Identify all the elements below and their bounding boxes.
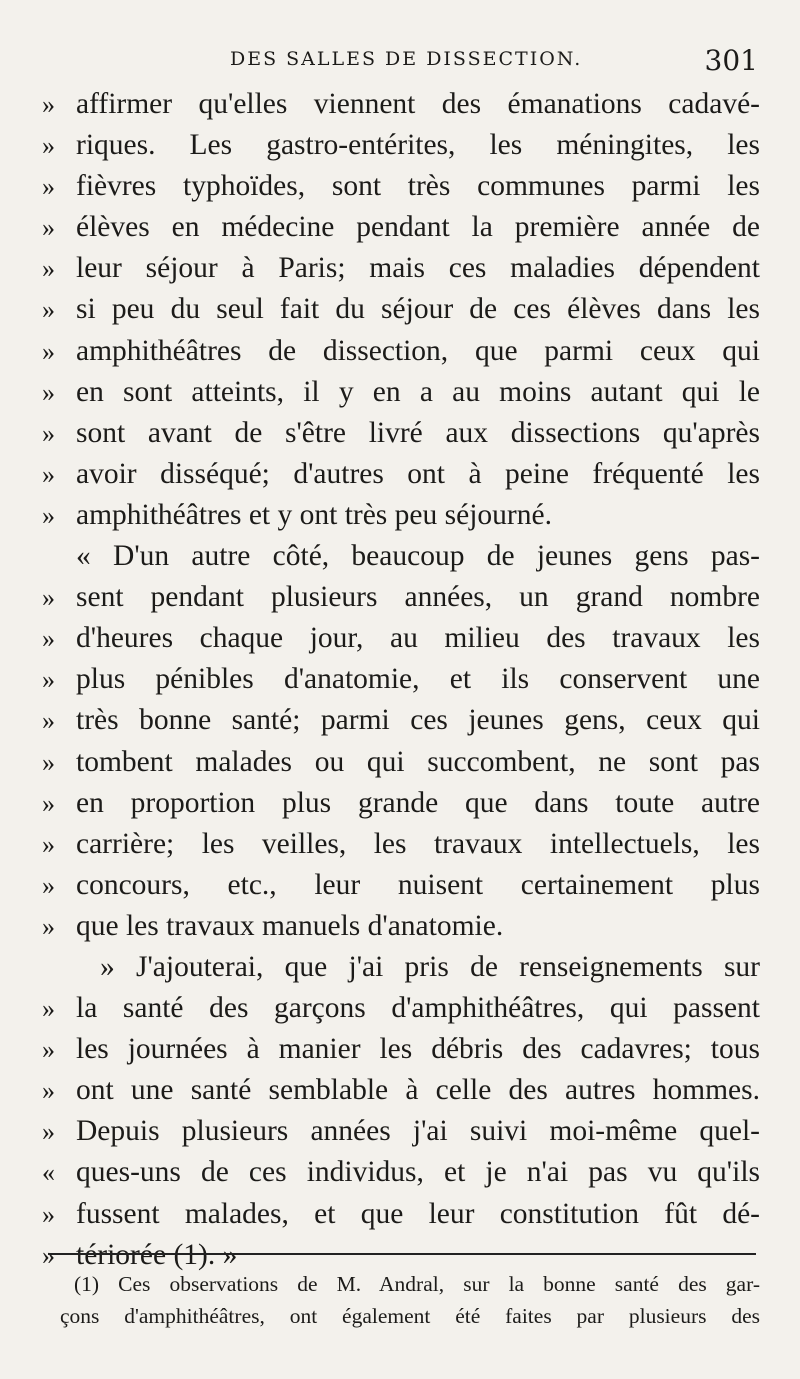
- text-line: [0, 659, 800, 700]
- quote-mark: »: [42, 254, 55, 284]
- quote-mark: »: [42, 172, 55, 202]
- line-text: tériorée (1). »: [76, 1238, 238, 1271]
- body-text: [0, 84, 800, 1276]
- line-text: d'heures chaque jour, au milieu des travaux les: [76, 622, 760, 655]
- quote-mark: »: [42, 911, 55, 941]
- text-line: [0, 372, 800, 413]
- text-line: [0, 125, 800, 166]
- text-line: [0, 289, 800, 330]
- line-text: les journées à manier les débris des cadavres; tous: [76, 1033, 760, 1066]
- quote-mark: »: [42, 295, 55, 325]
- quote-mark: »: [42, 90, 55, 119]
- text-line: [0, 865, 800, 906]
- quote-mark: »: [42, 706, 55, 736]
- text-line: [0, 988, 800, 1029]
- text-line: [0, 1029, 800, 1070]
- line-text: Depuis plusieurs années j'ai suivi moi-même quel-: [76, 1115, 760, 1148]
- quote-mark: »: [42, 336, 55, 366]
- text-line: [0, 1070, 800, 1111]
- text-line: [0, 248, 800, 289]
- line-text: élèves en médecine pendant la première année de: [76, 211, 760, 244]
- quote-mark: »: [42, 418, 55, 448]
- line-text: fièvres typhoïdes, sont très communes parmi les: [76, 170, 760, 203]
- footnote: [60, 1268, 760, 1332]
- line-text: riques. Les gastro-entérites, les méningites, les: [76, 129, 760, 162]
- line-text: sent pendant plusieurs années, un grand nombre: [76, 581, 760, 614]
- line-text: ques-uns de ces individus, et je n'ai pas vu qu'ils: [76, 1156, 760, 1189]
- text-line: [0, 947, 800, 988]
- text-line: [0, 700, 800, 741]
- text-line: [0, 577, 800, 618]
- quote-mark: »: [42, 994, 55, 1024]
- quote-mark: »: [42, 1199, 55, 1229]
- quote-mark: «: [42, 1158, 55, 1188]
- quote-mark: »: [42, 747, 55, 777]
- text-line: [0, 331, 800, 372]
- line-text: que les travaux manuels d'anatomie.: [76, 909, 504, 942]
- quote-mark: »: [42, 583, 55, 613]
- text-line: [0, 207, 800, 248]
- line-text: concours, etc., leur nuisent certainement plus: [76, 868, 760, 901]
- quote-mark: »: [42, 1240, 55, 1270]
- text-line: [0, 166, 800, 207]
- line-text: ont une santé semblable à celle des autres hommes.: [76, 1074, 760, 1107]
- text-line: [0, 824, 800, 865]
- quote-mark: »: [42, 829, 55, 859]
- footnote-text: çons d'amphithéâtres, ont également été faites par plusieurs des: [60, 1304, 760, 1328]
- line-text: en sont atteints, il y en a au moins autant qui le: [76, 375, 760, 408]
- page-number: 301: [704, 44, 758, 77]
- text-line: [0, 742, 800, 783]
- text-line: [0, 413, 800, 454]
- text-line: [0, 454, 800, 495]
- line-text: leur séjour à Paris; mais ces maladies dépendent: [76, 252, 760, 285]
- text-line: [0, 906, 800, 947]
- quote-mark: »: [42, 1076, 55, 1106]
- quote-mark: »: [42, 377, 55, 407]
- text-line: [0, 1152, 800, 1193]
- line-text: très bonne santé; parmi ces jeunes gens, ceux qui: [76, 704, 760, 737]
- quote-mark: »: [42, 870, 55, 900]
- quote-mark: »: [42, 213, 55, 243]
- line-text: « D'un autre côté, beaucoup de jeunes gens pas-: [76, 540, 760, 573]
- text-line: [0, 495, 800, 536]
- text-line: [0, 783, 800, 824]
- quote-mark: »: [42, 788, 55, 818]
- line-text: carrière; les veilles, les travaux intellectuels, les: [76, 827, 760, 860]
- footnote-line: [60, 1268, 760, 1300]
- line-text: en proportion plus grande que dans toute autre: [76, 786, 760, 819]
- line-text: affirmer qu'elles viennent des émanations cadavé-: [76, 88, 760, 120]
- footnote-line: [60, 1300, 760, 1332]
- quote-mark: »: [42, 665, 55, 695]
- quote-mark: »: [42, 624, 55, 654]
- footnote-divider: [48, 1253, 756, 1255]
- quote-mark: »: [42, 131, 55, 161]
- line-text: amphithéâtres et y ont très peu séjourné.: [76, 498, 552, 531]
- line-text: sont avant de s'être livré aux dissections qu'après: [76, 416, 760, 449]
- line-text: la santé des garçons d'amphithéâtres, qui passent: [76, 992, 760, 1025]
- line-text: plus pénibles d'anatomie, et ils conservent une: [76, 663, 760, 696]
- line-text: tombent malades ou qui succombent, ne sont pas: [76, 745, 760, 778]
- text-line: [0, 1194, 800, 1235]
- text-line: [0, 1111, 800, 1152]
- quote-mark: »: [42, 1035, 55, 1065]
- line-text: » J'ajouterai, que j'ai pris de renseignements sur: [100, 950, 760, 983]
- line-text: si peu du seul fait du séjour de ces élèves dans les: [76, 293, 760, 326]
- quote-mark: »: [42, 1117, 55, 1147]
- text-line: [0, 618, 800, 659]
- text-line: [0, 536, 800, 577]
- line-text: fussent malades, et que leur constitution fût dé-: [76, 1197, 760, 1230]
- line-text: avoir disséqué; d'autres ont à peine fréquenté les: [76, 457, 760, 490]
- text-line: [0, 84, 800, 125]
- quote-mark: »: [42, 500, 55, 530]
- footnote-text: (1) Ces observations de M. Andral, sur la bonne santé des gar-: [74, 1272, 760, 1296]
- running-title: DES SALLES DE DISSECTION.: [230, 48, 583, 70]
- quote-mark: »: [42, 459, 55, 489]
- page-header: [0, 44, 800, 78]
- line-text: amphithéâtres de dissection, que parmi ceux qui: [76, 334, 760, 367]
